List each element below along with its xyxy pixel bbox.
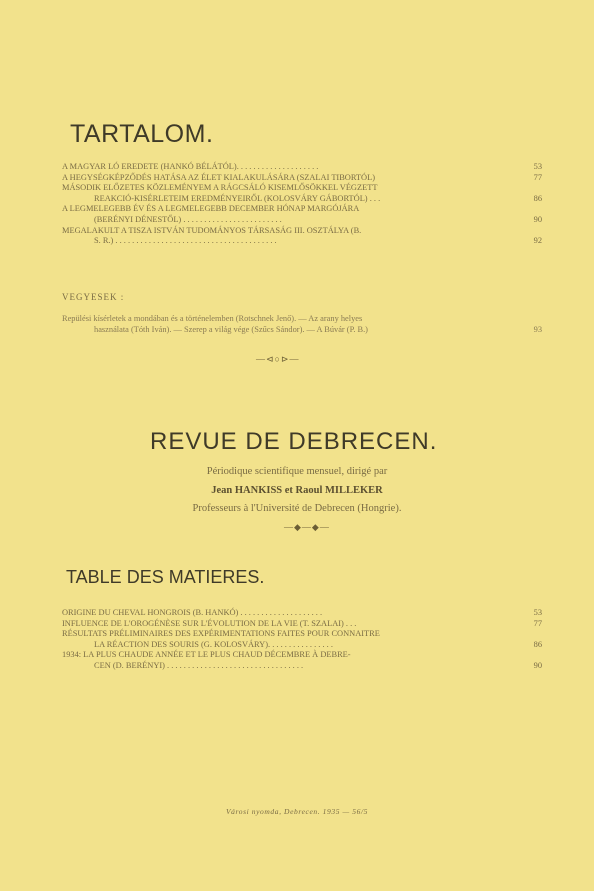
toc-entry bbox=[62, 608, 542, 619]
toc-entry-text: MEGALAKULT A TISZA ISTVÁN TUDOMÁNYOS TÁRSASÁG III. OSZTÁLYA (B. bbox=[62, 225, 362, 235]
toc-page-number: 77 bbox=[533, 172, 542, 182]
toc-entry bbox=[62, 619, 542, 630]
misc-line: használata (Tóth Iván). — Szerep a világ vége (Szűcs Sándor). — A Búvár (P. B.) bbox=[94, 324, 368, 334]
toc-page-number: 86 bbox=[533, 193, 542, 203]
toc-entry bbox=[62, 650, 542, 671]
toc-page-number: 92 bbox=[533, 236, 542, 246]
misc-line: Repülési kísérletek a mondában és a történelemben (Rotschnek Jenő). — Az arany helyes bbox=[62, 314, 363, 323]
toc-entry-text: MÁSODIK ELŐZETES KÖZLEMÉNYEM A RÁGCSÁLÓ KISEMLŐSÖKKEL VÉGZETT bbox=[62, 183, 378, 193]
toc-page-number: 77 bbox=[533, 618, 542, 628]
toc-entry-continuation: (BERÉNYI DÉNESTŐL) . . . . . . . . . . . . . . . . . . . . . . . . bbox=[94, 214, 282, 224]
toc-page-number: 86 bbox=[533, 639, 542, 649]
ornament-divider: —⊲○⊳— bbox=[256, 354, 300, 364]
contents-title-fr: TABLE DES MATIERES. bbox=[66, 567, 265, 587]
contents-list-fr bbox=[62, 608, 542, 672]
ornament-divider: —◆—◆— bbox=[284, 522, 330, 532]
toc-entry bbox=[62, 162, 542, 173]
toc-page-number: 90 bbox=[533, 660, 542, 670]
toc-entry bbox=[62, 173, 542, 184]
journal-affiliation: Professeurs à l'Université de Debrecen (Hongrie). bbox=[192, 503, 402, 514]
toc-page-number: 53 bbox=[533, 608, 542, 617]
contents-list-hu bbox=[62, 162, 542, 247]
toc-entry-text: A HEGYSÉGKÉPZŐDÉS HATÁSA AZ ÉLET KIALAKULÁSÁRA (SZALAI TIBORTÓL) bbox=[62, 172, 376, 182]
toc-entry-text: RÉSULTATS PRÉLIMINAIRES DES EXPÉRIMENTATIONS FAITES POUR CONNAITRE bbox=[62, 629, 380, 639]
toc-page-number: 90 bbox=[533, 214, 542, 224]
toc-entry-text: A LEGMELEGEBB ÉV ÉS A LEGMELEGEBB DECEMBER HÓNAP MARGÓJÁRA bbox=[62, 204, 360, 214]
toc-entry bbox=[62, 183, 542, 204]
toc-entry bbox=[62, 226, 542, 247]
toc-page-number: 53 bbox=[533, 162, 542, 171]
toc-entry bbox=[62, 629, 542, 650]
toc-entry-continuation: LA RÉACTION DES SOURIS (G. KOLOSVÁRY). . . . . . . . . . . . . . . . bbox=[94, 639, 333, 649]
journal-title: REVUE DE DEBRECEN. bbox=[150, 428, 438, 455]
toc-entry-continuation: S. R.) . . . . . . . . . . . . . . . . . . . . . . . . . . . . . . . . . . . . . . . bbox=[94, 236, 277, 246]
contents-title-hu: TARTALOM. bbox=[70, 120, 214, 148]
toc-entry-text: 1934: LA PLUS CHAUDE ANNÉE ET LE PLUS CHAUD DÉCEMBRE À DEBRE- bbox=[62, 650, 351, 660]
journal-editors-text: Jean HANKISS et Raoul MILLEKER bbox=[211, 485, 383, 496]
journal-editors bbox=[0, 485, 594, 496]
toc-entry bbox=[62, 204, 542, 225]
toc-entry-text: ORIGINE DU CHEVAL HONGROIS (B. HANKÓ) . . . . . . . . . . . . . . . . . . . . bbox=[62, 608, 323, 617]
toc-entry-text: INFLUENCE DE L'OROGÉNÈSE SUR L'ÉVOLUTION DE LA VIE (T. SZALAI) . . . bbox=[62, 618, 357, 628]
misc-section-label: VEGYESEK : bbox=[62, 292, 125, 302]
journal-subtitle: Périodique scientifique mensuel, dirigé par bbox=[206, 466, 388, 477]
misc-section bbox=[62, 314, 542, 336]
toc-entry-continuation: REAKCIÓ-KISÉRLETEIM EREDMÉNYEIRŐL (KOLOSVÁRY GÁBORTÓL) . . . bbox=[94, 193, 381, 203]
misc-page-number: 93 bbox=[533, 324, 542, 334]
printer-footer: Városi nyomda, Debrecen. 1935 — 56/5 bbox=[225, 807, 369, 816]
toc-entry-continuation: CEN (D. BERÉNYI) . . . . . . . . . . . . . . . . . . . . . . . . . . . . . . . . . bbox=[94, 660, 304, 670]
toc-entry-text: A MAGYAR LÓ EREDETE (HANKÓ BÉLÁTÓL). . . . . . . . . . . . . . . . . . . . bbox=[62, 162, 319, 171]
